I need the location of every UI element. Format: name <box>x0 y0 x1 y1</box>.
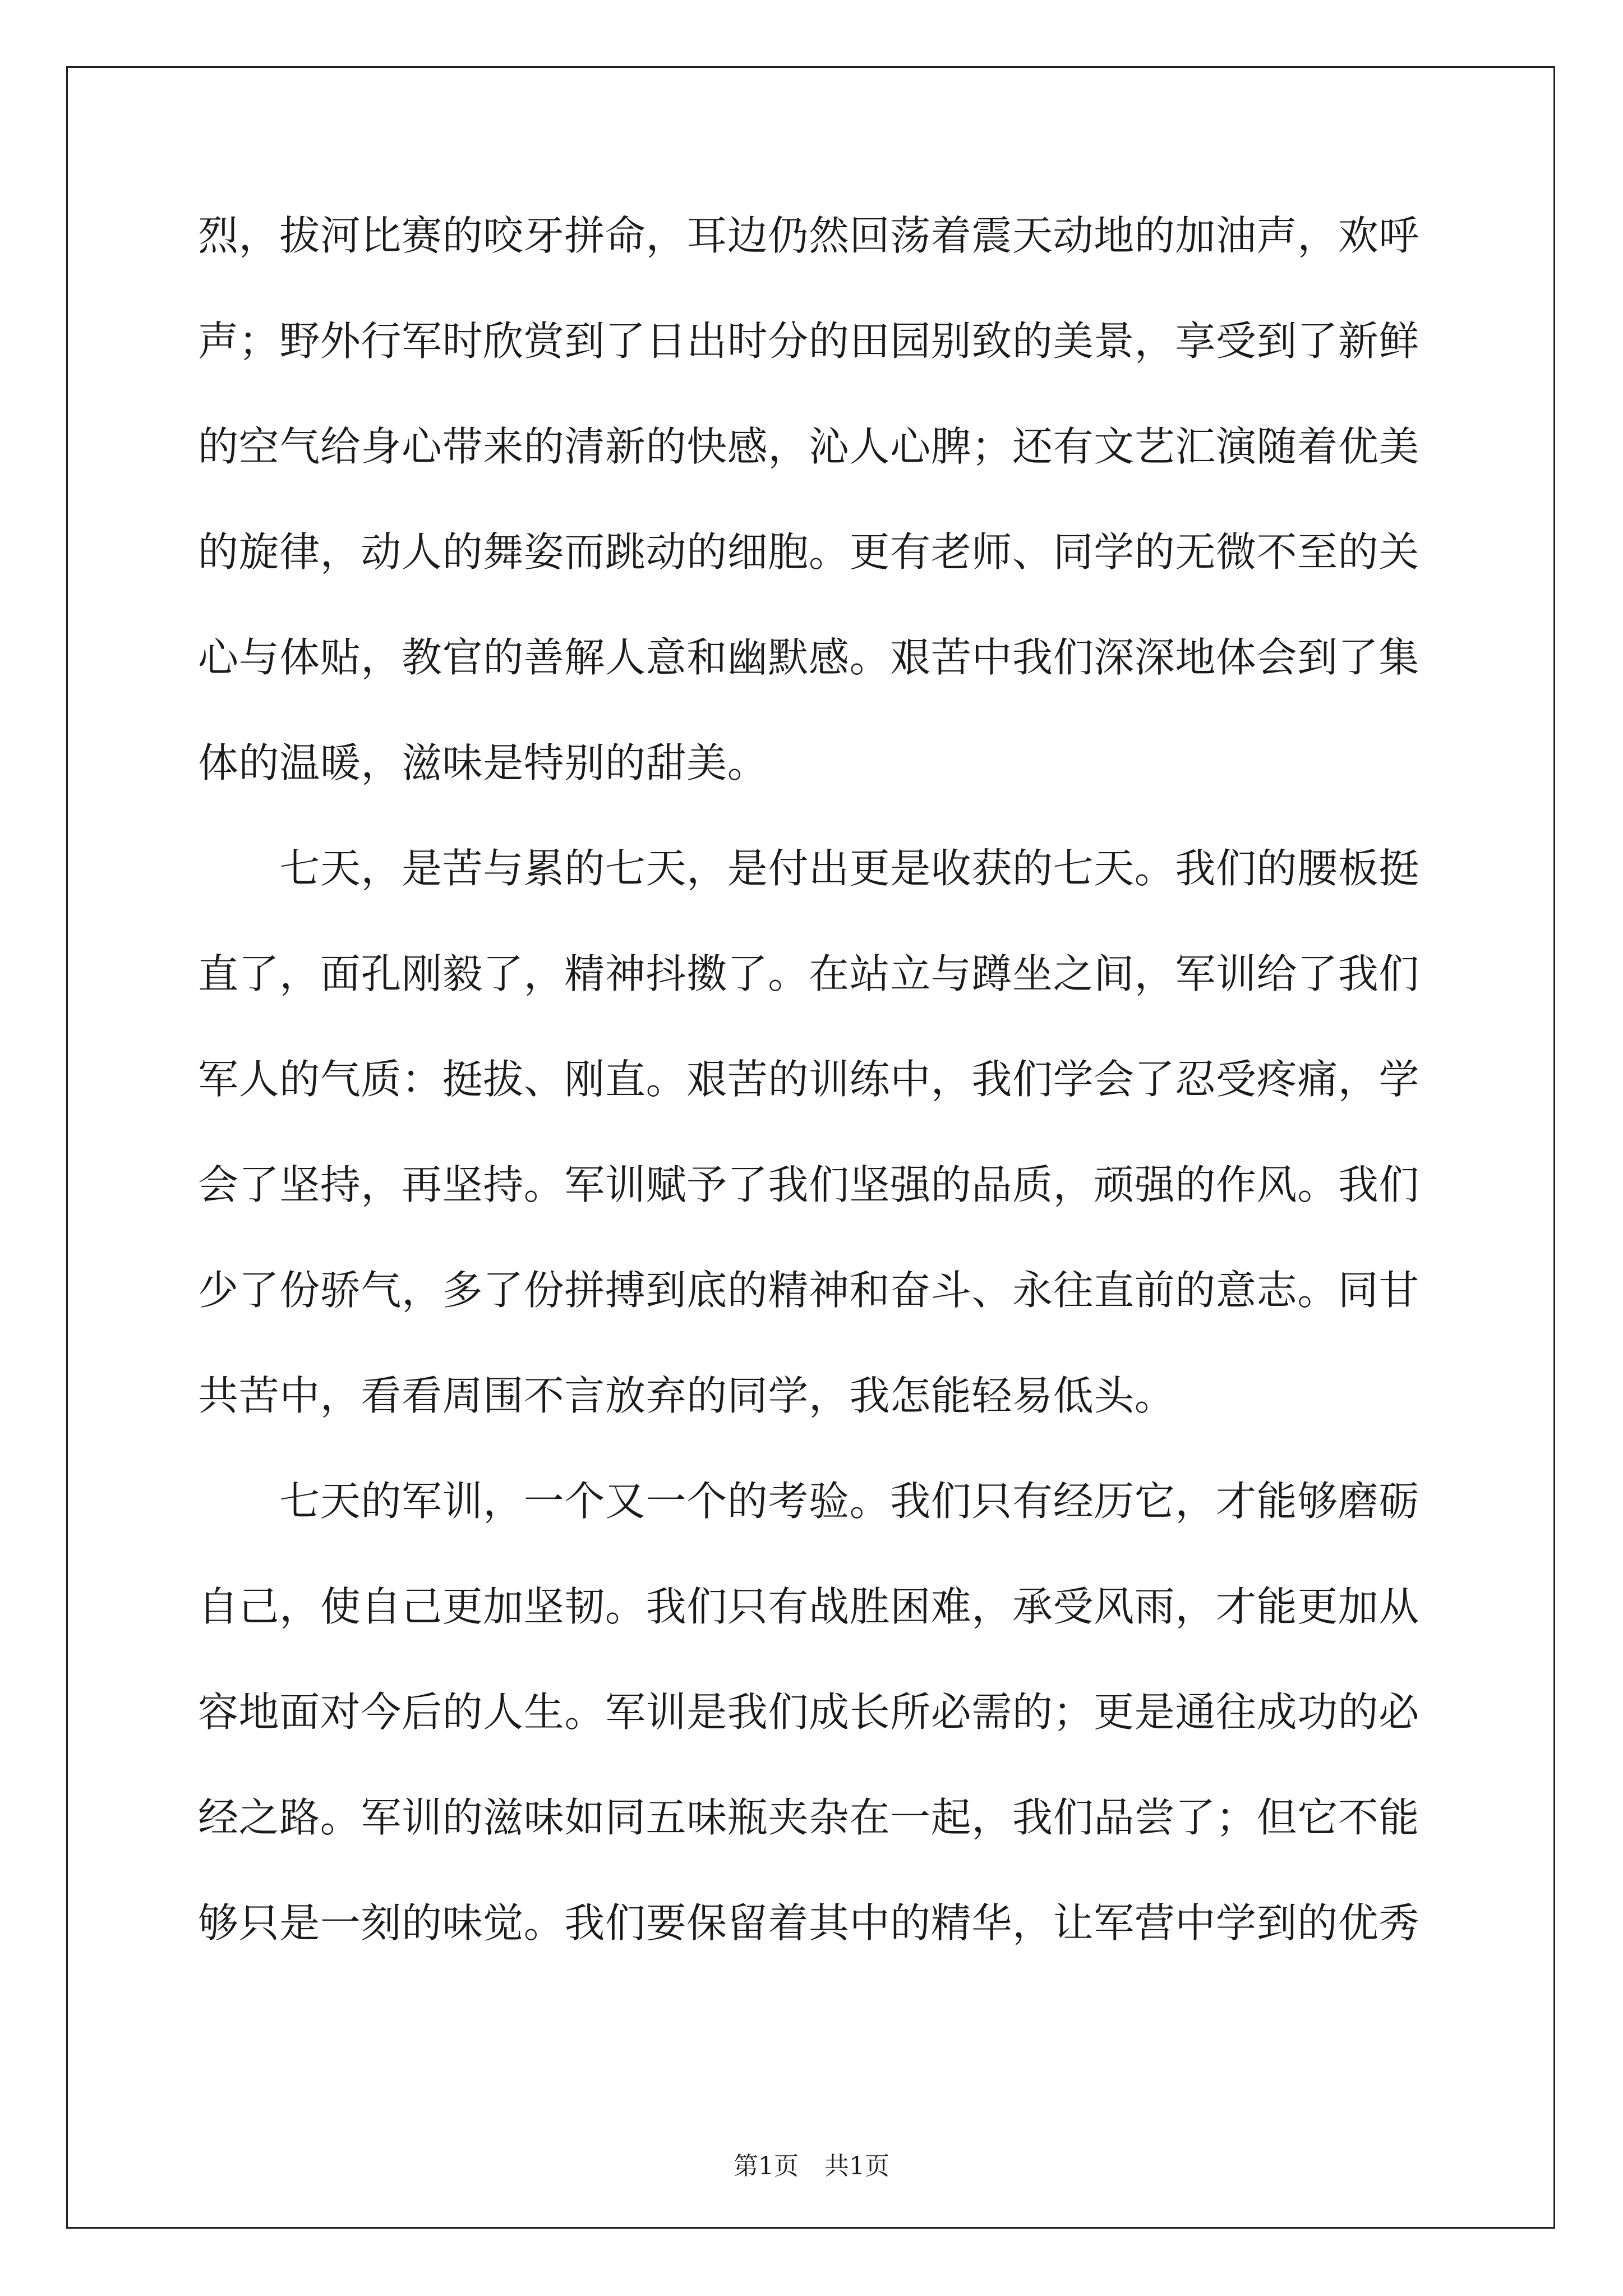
text-line: 自己，使自己更加坚韧。我们只有战胜困难，承受风雨，才能更加从 <box>198 1583 1420 1630</box>
page-footer <box>0 2150 1623 2183</box>
text-line: 的空气给身心带来的清新的快感，沁人心脾；还有文艺汇演随着优美 <box>198 423 1420 470</box>
text-line: 够只是一刻的味觉。我们要保留着其中的精华，让军营中学到的优秀 <box>198 1899 1420 1947</box>
text-line: 心与体贴，教官的善解人意和幽默感。艰苦中我们深深地体会到了集 <box>198 634 1420 681</box>
text-line: 七天的军训，一个又一个的考验。我们只有经历它，才能够磨砺 <box>198 1478 1420 1525</box>
text-line: 体的温暖，滋味是特别的甜美。 <box>198 739 768 786</box>
text-line: 军人的气质：挺拔、刚直。艰苦的训练中，我们学会了忍受疼痛，学 <box>198 1056 1420 1103</box>
text-line: 七天，是苦与累的七天，是付出更是收获的七天。我们的腰板挺 <box>198 845 1420 892</box>
text-line: 会了坚持，再坚持。军训赋予了我们坚强的品质，顽强的作风。我们 <box>198 1161 1420 1208</box>
document-body <box>198 208 1426 2000</box>
text-line: 少了份骄气，多了份拼搏到底的精神和奋斗、永往直前的意志。同甘 <box>198 1267 1420 1314</box>
text-line: 烈，拔河比赛的咬牙拼命，耳边仍然回荡着震天动地的加油声，欢呼 <box>198 212 1420 259</box>
text-line: 经之路。军训的滋味如同五味瓶夹杂在一起，我们品尝了；但它不能 <box>198 1794 1420 1841</box>
page-total: 共1页 <box>824 2152 889 2180</box>
text-line: 共苦中，看看周围不言放弃的同学，我怎能轻易低头。 <box>198 1372 1175 1419</box>
text-line: 容地面对今后的人生。军训是我们成长所必需的；更是通往成功的必 <box>198 1688 1420 1736</box>
text-line: 的旋律，动人的舞姿而跳动的细胞。更有老师、同学的无微不至的关 <box>198 528 1420 576</box>
text-line: 直了，面孔刚毅了，精神抖擞了。在站立与蹲坐之间，军训给了我们 <box>198 950 1420 997</box>
page-number: 第1页 <box>734 2152 799 2180</box>
text-line: 声；野外行军时欣赏到了日出时分的田园别致的美景，享受到了新鲜 <box>198 318 1420 365</box>
